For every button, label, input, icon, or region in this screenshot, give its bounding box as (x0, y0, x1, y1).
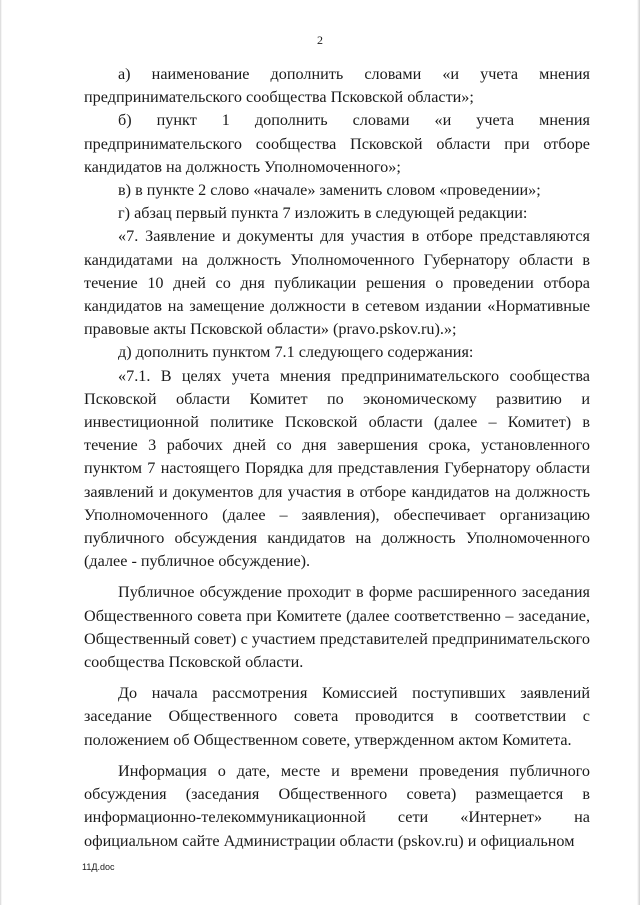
paragraph-amendment-g: г) абзац первый пункта 7 изложить в следующей редакции: (118, 204, 528, 223)
paragraph-public-discussion: Публичное обсуждение проходит в форме расширенного заседания Общественного совета при Комитете (далее соответственно – заседание, Общественный совет) с участием представителей предпринимательского сообщества Псковской области. (84, 583, 590, 672)
paragraph-amendment-a: а) наименование дополнить словами «и учета мнения предпринимательского сообщества Псковской области»; (84, 65, 590, 107)
paragraph-amendment-d: д) дополнить пунктом 7.1 следующего содержания: (118, 343, 474, 362)
paragraph-information: Информация о дате, месте и времени проведения публичного обсуждения (заседания Общественного совета) размещается в информационно-телекоммуникационной сети «Интернет» на официальном сайте Администрации области (pskov.ru) и официальном (84, 761, 590, 850)
paragraph-clause-7: «7. Заявление и документы для участия в отборе представляются кандидатами на должность Уполномоченного Губернатору области в течение 10 дней со дня публикации решения о проведении отбора кандидатов на замещение должности в сетевом издании «Нормативные правовые акты Псковской области» (pravo.pskov.ru).»; (84, 227, 590, 339)
paragraph-clause-7-1: «7.1. В целях учета мнения предпринимательского сообщества Псковской области Комитет по экономическому развитию и инвестиционной политике Псковской области (далее – Комитет) в течение 3 рабочих дней со дня завершения срока, установленного пунктом 7 настоящего Порядка для представления Губернатору области заявлений и документов для участия в отборе кандидатов на должность Уполномоченного (далее – заявления), обеспечивает организацию публичного обсуждения кандидатов на должность Уполномоченного (далее - публичное обсуждение). (84, 366, 590, 571)
file-name-footer: 11Д.doc (82, 862, 115, 872)
page-number: 2 (317, 33, 323, 47)
paragraph-amendment-v: в) в пункте 2 слово «начале» заменить словом «проведении»; (118, 181, 541, 200)
paragraph-amendment-b: б) пункт 1 дополнить словами «и учета мнения предпринимательского сообщества Псковской области при отборе кандидатов на должность Уполномоченного»; (84, 111, 590, 176)
document-body (84, 63, 590, 853)
paragraph-council-meeting: До начала рассмотрения Комиссией поступивших заявлений заседание Общественного совета проводится в соответствии с положением об Общественном совете, утвержденном актом Комитета. (84, 684, 590, 749)
scan-edge-left (0, 0, 2, 905)
